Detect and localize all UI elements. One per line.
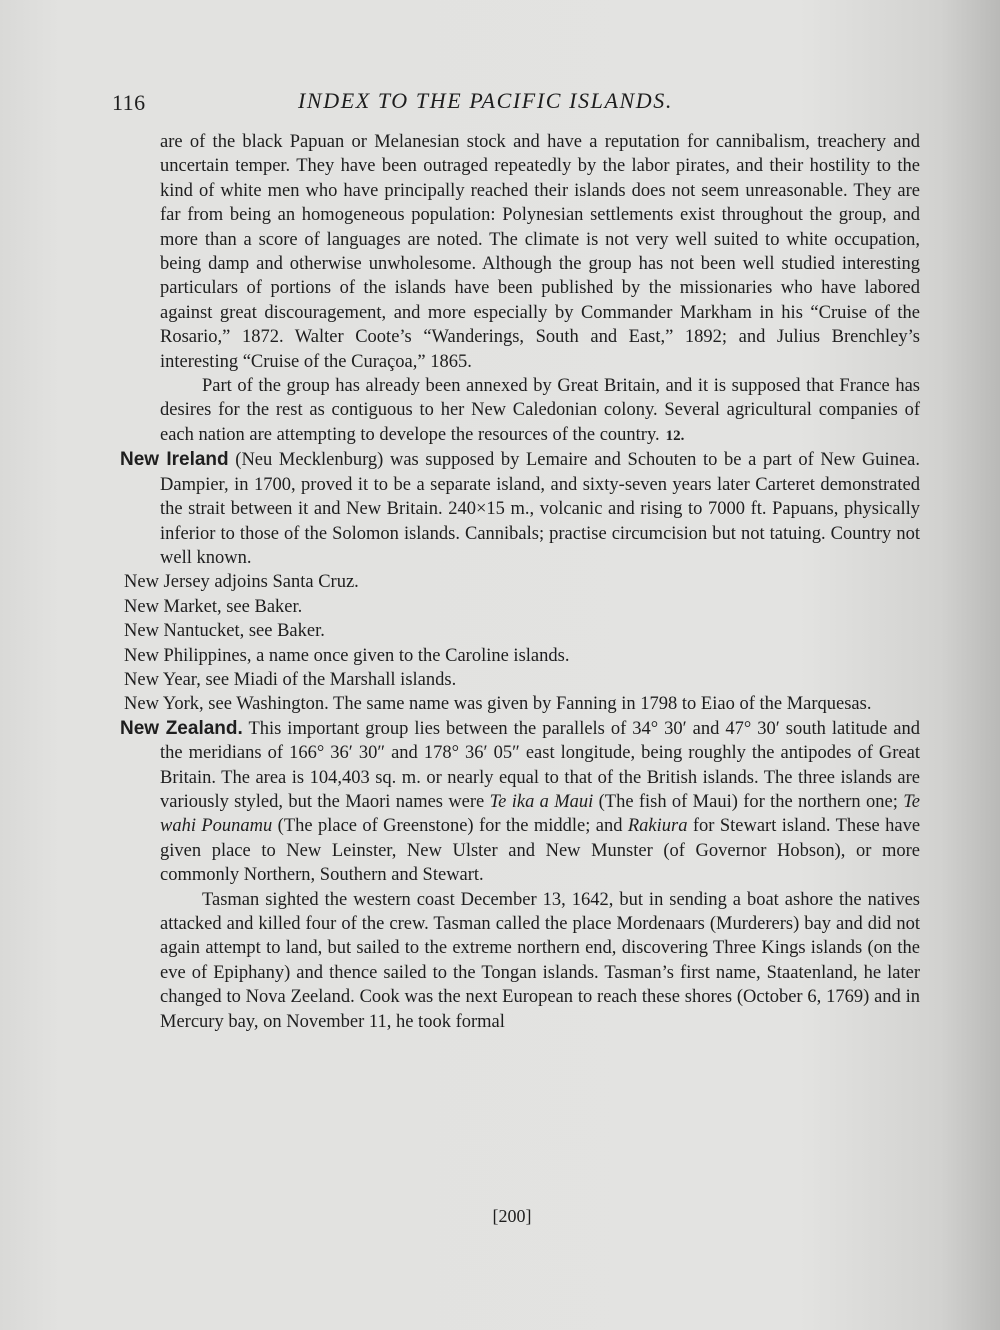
entry-new-jersey: New Jersey adjoins Santa Cruz. (124, 572, 359, 593)
signature-mark: [200] (492, 1206, 532, 1226)
entry-headword: New Zealand. (120, 717, 243, 739)
entry-text: (Neu Mecklenburg) was supposed by Lemaire and Schouten to be a part of New Guinea. Dampier, in 1700, proved it to be a separate island, and sixty-seven years later Carteret demonstrated the strait between it and New Britain. 240×15 m., volcanic and rising to 7000 ft. Papuans, physically inferior to those of the Solomon islands. Cannibals; practise circumcision but not tatuing. Country not well known. (160, 450, 920, 568)
running-title: INDEX TO THE PACIFIC ISLANDS. (298, 88, 673, 113)
entry-new-year: New Year, see Miadi of the Marshall islands. (124, 669, 457, 690)
continuation-paragraph-2 (120, 374, 920, 448)
maori-name: Rakiura (627, 816, 688, 837)
entry-headword: New Ireland (120, 449, 229, 471)
entry-new-york: New York, see Washington. The same name was given by Fanning in 1798 to Eiao of the Marquesas. (124, 694, 872, 715)
entry-text: for Stewart island. These have given place to New Leinster, New Ulster and New Munster (of Governor Hobson), or more commonly Northern, Southern and Stewart. (160, 816, 921, 886)
reference-number: 12. (665, 427, 685, 444)
maori-name: Te wahi Pounamu (160, 791, 921, 837)
continuation-paragraph: are of the black Papuan or Melanesian stock and have a reputation for cannibalism, treachery and uncertain temper. They have been outraged repeatedly by the labor pirates, and their hostility to the kind of white men who have principally reached their islands does not seem unreasonable. They are far from being an homogeneous population: Polynesian settlements exist throughout the group, and more than a score of languages are noted. The climate is not very well suited to white occupation, being damp and otherwise unwholesome. Although the group has not been well studied interesting particulars of portions of the islands have been published by the missionaries who have labored against great discouragement, and more especially by Commander Markham in his “Cruise of the Rosario,” 1872. Walter Coote’s “Wanderings, South and East,” 1892; and Julius Brenchley’s interesting “Cruise of the Curaçoa,” 1865. (160, 132, 920, 372)
page-footer (0, 1206, 1000, 1227)
entry-text: (The fish of Maui) for the northern one; (598, 791, 898, 812)
entry-new-philippines: New Philippines, a name once given to the Caroline islands. (124, 645, 570, 666)
entry-text: This important group lies between the parallels of 34° 30′ and 47° 30′ south latitude and the meridians of 166° 36′ 30″ and 178° 36′ 05″ east longitude, being roughly the antipodes of Great Britain. The area is 104,403 sq. m. or nearly equal to that of the British islands. The three islands are variously styled, but the Maori names were (160, 718, 920, 812)
entry-new-zealand (120, 717, 920, 888)
new-zealand-paragraph-2: Tasman sighted the western coast December 13, 1642, but in sending a boat ashore the natives attacked and killed four of the crew. Tasman called the place Mordenaars (Murderers) bay and did not again attempt to land, but sailed to the extreme northern end, discovering Three Kings islands (on the eve of Epiphany) and thence sailed to the Tongan islands. Tasman’s first name, Staatenland, he later changed to Nova Zeeland. Cook was the next European to reach these shores (October 6, 1769) and in Mercury bay, on November 11, he took formal (160, 889, 920, 1032)
entry-new-ireland (120, 448, 920, 570)
entry-new-nantucket: New Nantucket, see Baker. (124, 621, 325, 642)
page-header (0, 88, 1000, 118)
maori-name: Te ika a Maui (489, 791, 594, 812)
entry-text: (The place of Greenstone) for the middle; and (277, 816, 623, 837)
page-number: 116 (112, 90, 146, 115)
entry-new-market: New Market, see Baker. (124, 596, 303, 617)
page-body (120, 130, 920, 1034)
paragraph-text: Part of the group has already been annexed by Great Britain, and it is supposed that France has desires for the rest as contiguous to her New Caledonian colony. Several agricultural companies of each nation are attempting to develope the resources of the country. (160, 376, 920, 445)
